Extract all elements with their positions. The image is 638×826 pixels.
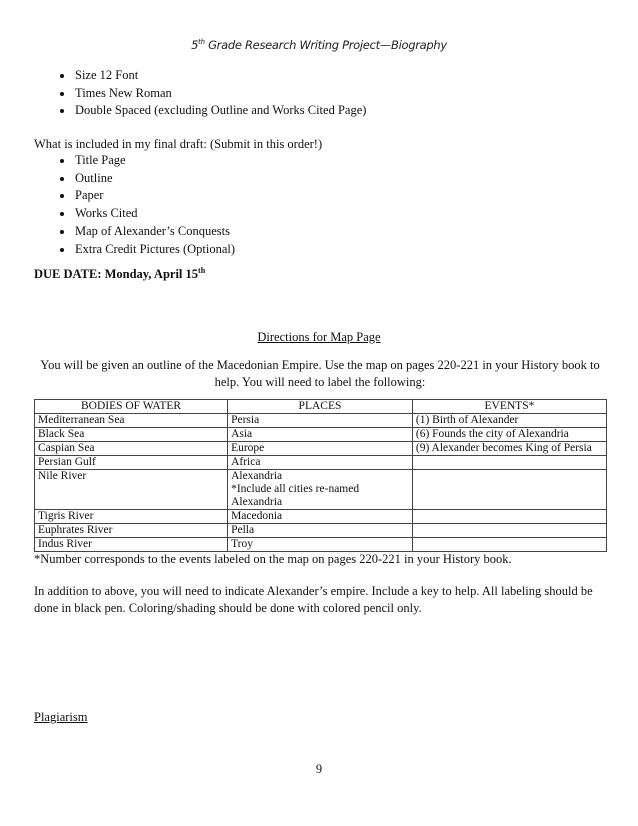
list-item: Title Page (57, 152, 235, 170)
table-cell (412, 470, 606, 510)
labels-table (34, 399, 607, 552)
table-cell: (1) Birth of Alexander (412, 414, 606, 428)
table-cell (412, 510, 606, 524)
plagiarism-heading: Plagiarism (34, 710, 88, 724)
due-date-suffix: th (198, 266, 206, 275)
table-cell: Pella (228, 524, 413, 538)
table-row (35, 442, 607, 456)
table-cell (412, 456, 606, 470)
list-item: Extra Credit Pictures (Optional) (57, 241, 235, 259)
final-draft-heading: What is included in my final draft: (Submit in this order!) (34, 137, 323, 151)
list-item: Outline (57, 170, 235, 188)
table-cell: Troy (228, 538, 413, 552)
table-row (35, 510, 607, 524)
format-requirements-list (57, 67, 366, 120)
column-header-places: PLACES (228, 400, 413, 414)
table-cell: Nile River (35, 470, 228, 510)
table-row (35, 538, 607, 552)
list-item: Map of Alexander’s Conquests (57, 223, 235, 241)
table-row (35, 470, 607, 510)
page-number: 9 (315, 762, 323, 776)
header-title: Grade Research Writing Project—Biography (204, 38, 447, 52)
table-cell: Asia (228, 428, 413, 442)
directions-intro: You will be given an outline of the Macedonian Empire. Use the map on pages 220-221 in your History book to help. You will need to label the following: (40, 358, 600, 389)
table-cell: (6) Founds the city of Alexandria (412, 428, 606, 442)
header-grade: 5 (191, 38, 199, 52)
list-item: Size 12 Font (57, 67, 366, 85)
list-item: Double Spaced (excluding Outline and Works Cited Page) (57, 102, 366, 120)
header-grade-suffix: th (198, 38, 205, 47)
column-header-events: EVENTS* (412, 400, 606, 414)
table-cell: Indus River (35, 538, 228, 552)
table-row (35, 524, 607, 538)
list-item: Times New Roman (57, 85, 366, 103)
table-header-row (35, 400, 607, 414)
table-cell: Tigris River (35, 510, 228, 524)
empire-instructions: In addition to above, you will need to indicate Alexander’s empire. Include a key to help. All labeling should be done in black pen. Coloring/shading should be done with colored pencil only. (34, 584, 593, 615)
table-cell: Persia (228, 414, 413, 428)
table-cell: (9) Alexander becomes King of Persia (412, 442, 606, 456)
table-footnote: *Number corresponds to the events labeled on the map on pages 220-221 in your History book. (34, 552, 512, 566)
page-header (0, 38, 638, 52)
table-cell: Euphrates River (35, 524, 228, 538)
column-header-bodies-of-water: BODIES OF WATER (35, 400, 228, 414)
list-item: Works Cited (57, 205, 235, 223)
table-row (35, 414, 607, 428)
table-row (35, 456, 607, 470)
table-cell: Black Sea (35, 428, 228, 442)
table-cell: Macedonia (228, 510, 413, 524)
table-cell (412, 538, 606, 552)
table-cell: Mediterranean Sea (35, 414, 228, 428)
directions-title: Directions for Map Page (257, 330, 381, 344)
table-row (35, 428, 607, 442)
final-draft-list (57, 152, 235, 258)
table-cell: Alexandria *Include all cities re-named Alexandria (228, 470, 413, 510)
table-cell (412, 524, 606, 538)
table-cell: Caspian Sea (35, 442, 228, 456)
table-cell: Africa (228, 456, 413, 470)
list-item: Paper (57, 187, 235, 205)
due-date (34, 266, 205, 282)
table-cell: Europe (228, 442, 413, 456)
table-cell: Persian Gulf (35, 456, 228, 470)
due-date-text: DUE DATE: Monday, April 15 (34, 267, 199, 282)
